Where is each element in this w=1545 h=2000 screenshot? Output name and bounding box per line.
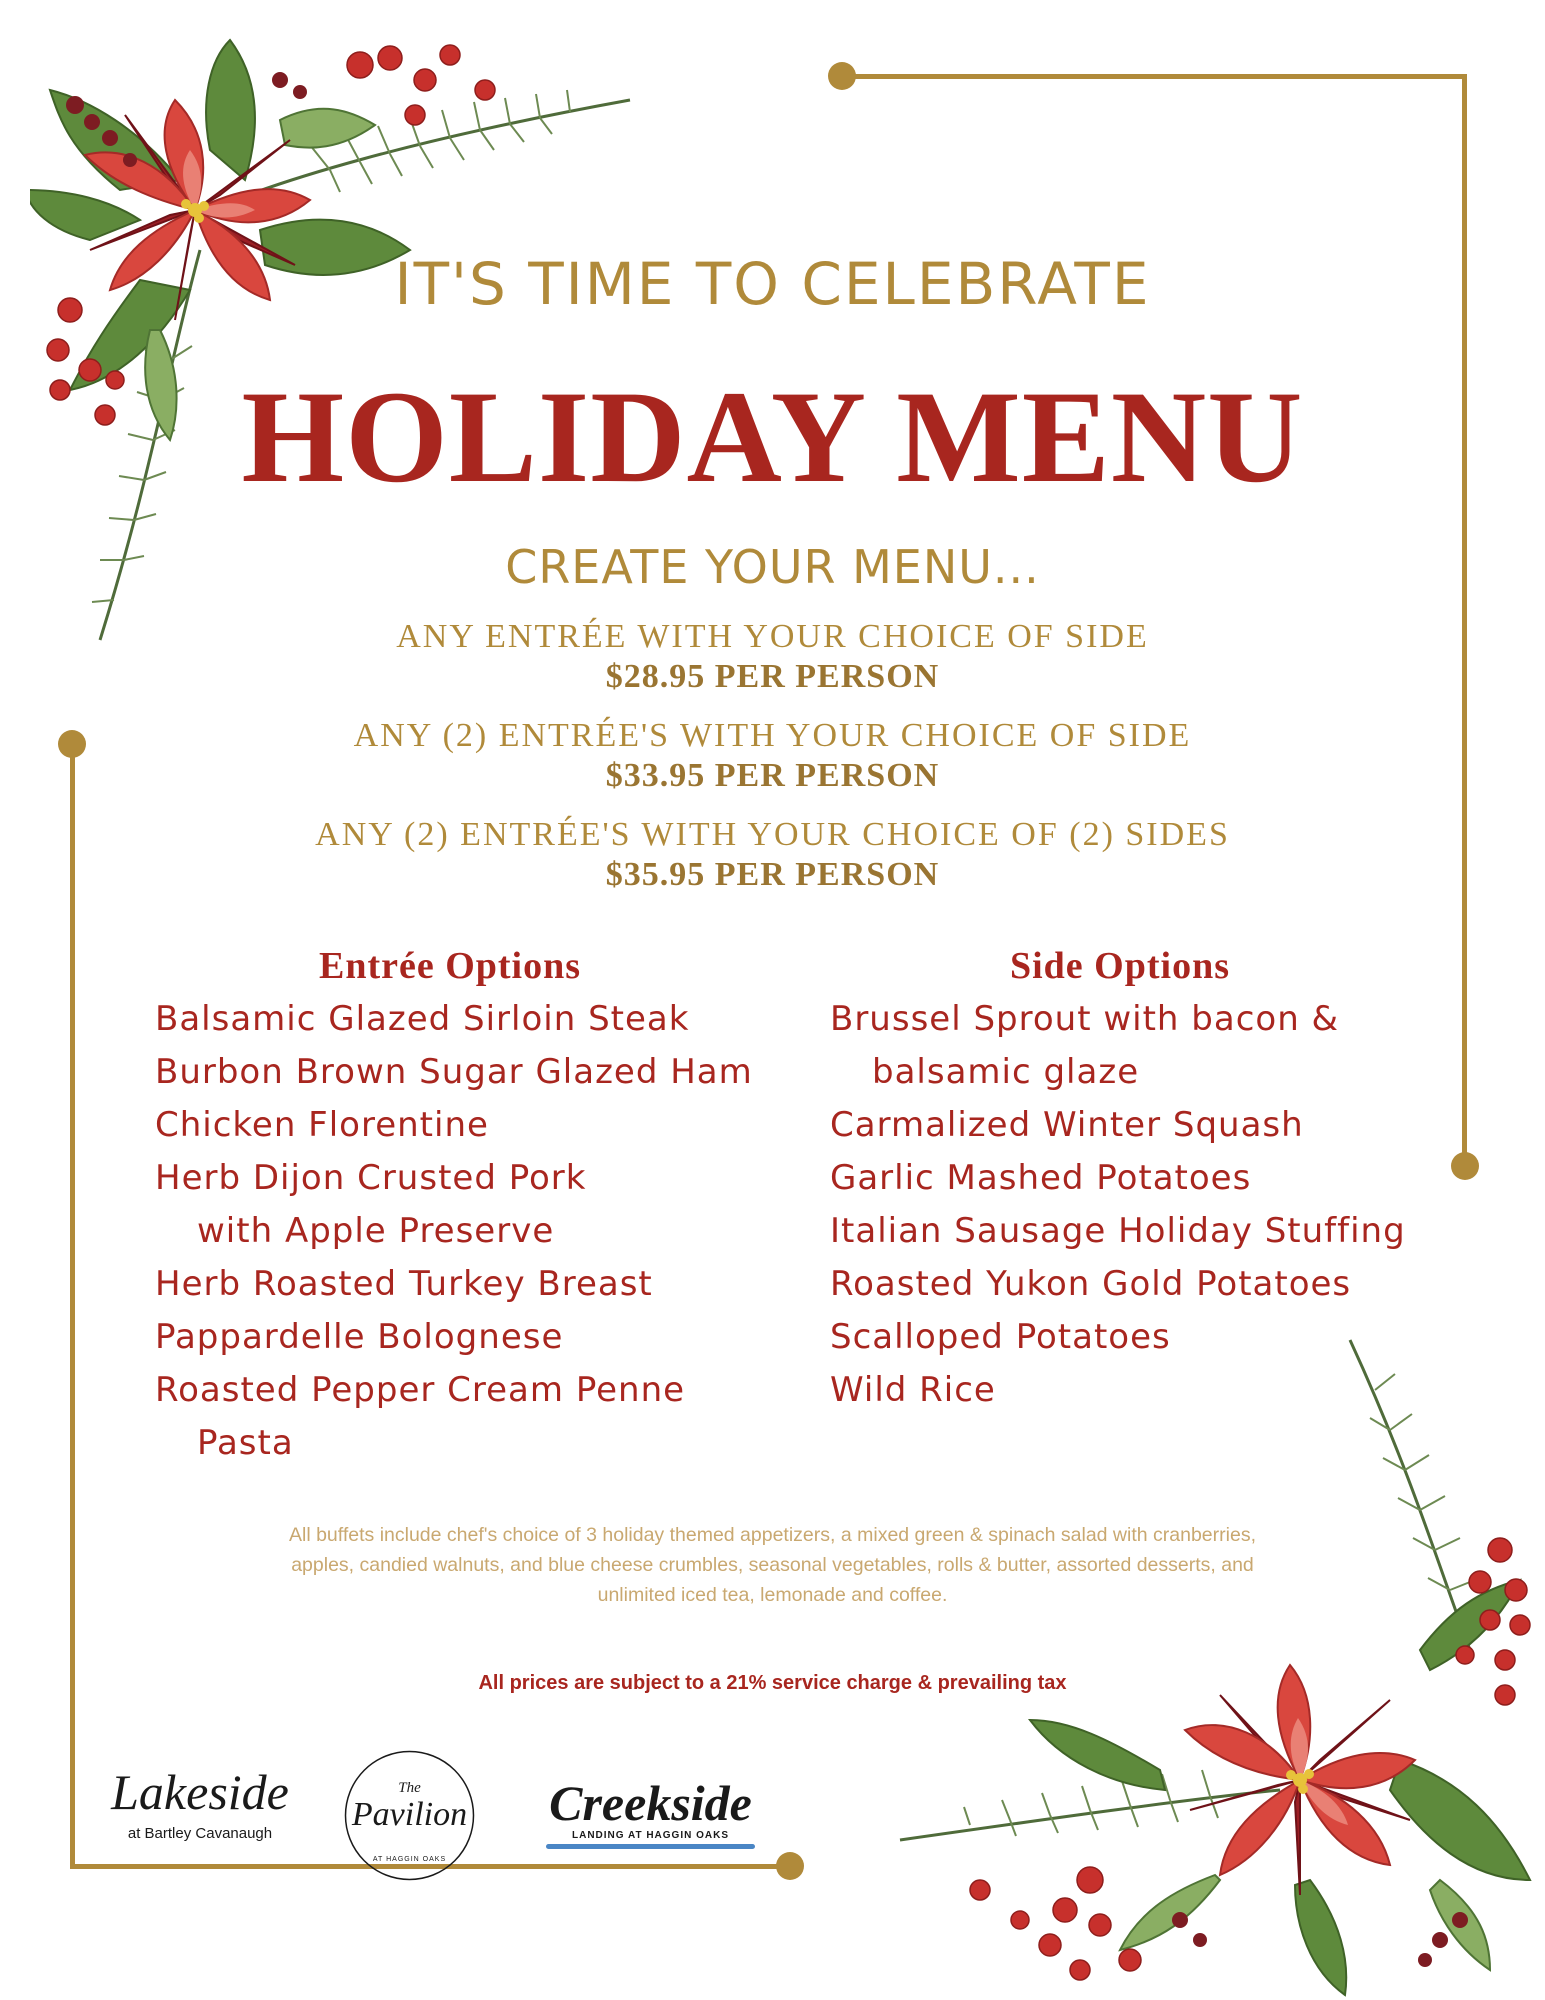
entree-options-list xyxy=(155,993,753,1470)
list-item: Carmalized Winter Squash xyxy=(830,1105,1304,1145)
pricing-price: $33.95 PER PERSON xyxy=(605,757,940,794)
pavilion-logo-the: The xyxy=(398,1780,421,1796)
pricing-description: ANY (2) ENTRÉE'S WITH YOUR CHOICE OF (2) SIDES xyxy=(315,816,1230,853)
creekside-logo-name: Creekside xyxy=(549,1775,752,1831)
poinsettia-corner-bottom-right xyxy=(880,1320,1545,2000)
frame-dot-right xyxy=(1451,1152,1479,1180)
list-item: Roasted Pepper Cream Penne xyxy=(155,1370,686,1410)
list-item: Garlic Mashed Potatoes xyxy=(830,1158,1252,1198)
list-item: balsamic glaze xyxy=(872,1052,1140,1092)
lakeside-logo xyxy=(110,1765,290,1842)
list-item: Italian Sausage Holiday Stuffing xyxy=(830,1211,1406,1251)
page-title: HOLIDAY MENU xyxy=(241,363,1304,510)
list-item: Burbon Brown Sugar Glazed Ham xyxy=(155,1052,753,1092)
list-item: Pappardelle Bolognese xyxy=(155,1317,564,1357)
list-item: Herb Dijon Crusted Pork xyxy=(155,1158,587,1198)
entree-options-heading: Entrée Options xyxy=(318,945,582,987)
pavilion-logo-name: Pavilion xyxy=(351,1796,468,1833)
list-item: Chicken Florentine xyxy=(155,1105,489,1145)
list-item: Roasted Yukon Gold Potatoes xyxy=(830,1264,1352,1304)
tagline: IT'S TIME TO CELEBRATE xyxy=(394,250,1151,318)
list-item: Wild Rice xyxy=(830,1370,996,1410)
lakeside-logo-subtitle: at Bartley Cavanaugh xyxy=(127,1825,273,1842)
pavilion-logo-subtitle: AT HAGGIN OAKS xyxy=(372,1856,447,1863)
creekside-logo xyxy=(538,1775,763,1849)
list-item: with Apple Preserve xyxy=(197,1211,555,1251)
creekside-logo-subtitle: LANDING AT HAGGIN OAKS xyxy=(572,1830,729,1841)
pavilion-logo xyxy=(342,1748,477,1883)
pricing-option-2 xyxy=(0,717,1545,795)
list-item: Herb Roasted Turkey Breast xyxy=(155,1264,653,1304)
create-menu-heading: CREATE YOUR MENU... xyxy=(505,540,1040,594)
creekside-logo-water-line xyxy=(546,1844,755,1849)
lakeside-logo-name: Lakeside xyxy=(111,1764,289,1820)
buffet-fineprint xyxy=(190,1520,1355,1610)
list-item: Balsamic Glazed Sirloin Steak xyxy=(155,999,690,1039)
pricing-description: ANY (2) ENTRÉE'S WITH YOUR CHOICE OF SIDE xyxy=(353,717,1192,754)
frame-dot-top xyxy=(828,62,856,90)
fineprint-line: All buffets include chef's choice of 3 holiday themed appetizers, a mixed green & spinach salad with cranberries, xyxy=(289,1524,1256,1546)
side-options-heading: Side Options xyxy=(1009,945,1231,987)
frame-line-left xyxy=(70,743,75,1868)
pricing-price: $28.95 PER PERSON xyxy=(605,658,940,695)
frame-line-top xyxy=(842,74,1467,79)
frame-dot-bottom xyxy=(776,1852,804,1880)
list-item: Scalloped Potatoes xyxy=(830,1317,1171,1357)
service-charge-note: All prices are subject to a 21% service charge & prevailing tax xyxy=(478,1672,1067,1694)
list-item: Pasta xyxy=(197,1423,294,1463)
pricing-option-3 xyxy=(0,816,1545,894)
fineprint-line: unlimited iced tea, lemonade and coffee. xyxy=(597,1584,948,1606)
side-options-list xyxy=(830,993,1406,1417)
fineprint-line: apples, candied walnuts, and blue cheese crumbles, seasonal vegetables, rolls & butter, assorted desserts, and xyxy=(291,1554,1254,1576)
pricing-price: $35.95 PER PERSON xyxy=(605,856,940,893)
pricing-option-1 xyxy=(0,618,1545,696)
list-item: Brussel Sprout with bacon & xyxy=(830,999,1340,1039)
pricing-description: ANY ENTRÉE WITH YOUR CHOICE OF SIDE xyxy=(396,618,1149,655)
